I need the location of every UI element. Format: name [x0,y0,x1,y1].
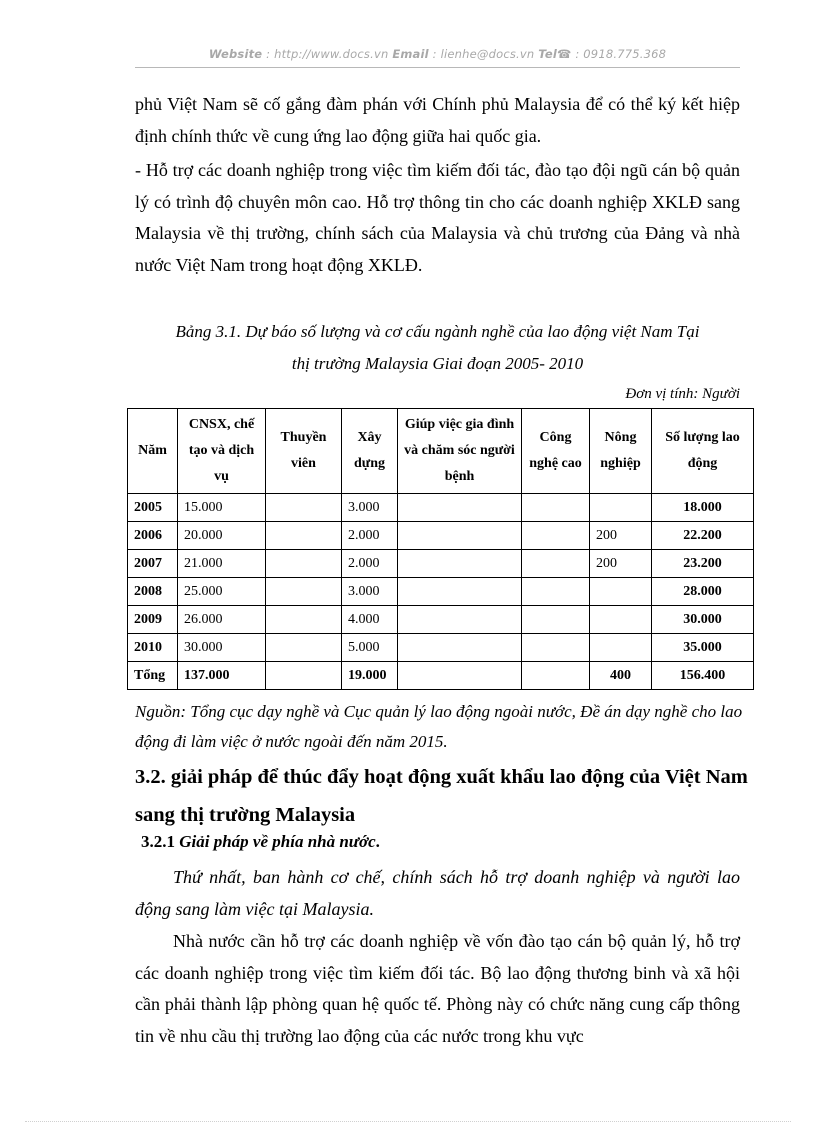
cell-high-tech [522,522,590,550]
cell-year: 2010 [128,634,178,662]
forecast-table [127,408,754,690]
header-year: Năm [128,409,178,494]
cell-agriculture [590,494,652,522]
cell-construction: 2.000 [342,522,398,550]
cell-total-label: Tổng [128,662,178,690]
paragraph-2: - Hỗ trợ các doanh nghiệp trong việc tìm kiếm đối tác, đào tạo đội ngũ cán bộ quản lý có trình độ chuyên môn cao. Hỗ trợ thông tin cho các doanh nghiệp XKLĐ sang Malaysia về thị trường, chính sách của Malaysia và chủ trương của Đảng và nhà nước Việt Nam trong hoạt động XKLĐ. [135,160,740,275]
cell-agriculture: 400 [590,662,652,690]
table-unit: Đơn vị tính: Người [625,386,740,402]
cell-total: 22.200 [652,522,754,550]
cell-domestic-care [398,522,522,550]
paragraph-italic: Thứ nhất, ban hành cơ chế, chính sách hỗ trợ doanh nghiệp và người lao động sang làm việc tại Malaysia. [135,867,740,919]
table-row [128,522,754,550]
subsection-number: 3.2.1 [141,832,180,851]
table-row [128,494,754,522]
header-construction: Xây dựng [342,409,398,494]
cell-domestic-care [398,634,522,662]
subsection-period: . [375,832,380,851]
cell-construction: 5.000 [342,634,398,662]
cell-seafarer [266,606,342,634]
section-heading: 3.2. giải pháp để thúc đẩy hoạt động xuất khẩu lao động của Việt Nam sang thị trường Malaysia [135,766,748,826]
cell-high-tech [522,550,590,578]
header-tel-label: Tel [538,47,557,61]
cell-domestic-care [398,494,522,522]
cell-construction: 19.000 [342,662,398,690]
cell-total: 23.200 [652,550,754,578]
subsection-title: Giải pháp về phía nhà nước [179,832,376,851]
cell-seafarer [266,634,342,662]
cell-agriculture: 200 [590,550,652,578]
cell-high-tech [522,606,590,634]
cell-year: 2007 [128,550,178,578]
table-row [128,634,754,662]
table-header-row [128,409,754,494]
header-domestic-care: Giúp việc gia đình và chăm sóc người bệnh [398,409,522,494]
cell-agriculture [590,578,652,606]
subsection-heading [141,832,380,852]
cell-high-tech [522,662,590,690]
cell-domestic-care [398,550,522,578]
cell-seafarer [266,662,342,690]
table-caption-line-2: thị trường Malaysia Giai đoạn 2005- 2010 [291,354,584,373]
cell-agriculture: 200 [590,522,652,550]
table-caption-line-1: Bảng 3.1. Dự báo số lượng và cơ cấu ngành nghề của lao động việt Nam Tại [175,322,700,341]
table-row [128,606,754,634]
cell-total: 30.000 [652,606,754,634]
cell-year: 2005 [128,494,178,522]
cell-construction: 4.000 [342,606,398,634]
cell-manufacturing: 21.000 [178,550,266,578]
cell-seafarer [266,578,342,606]
header-website-value: : http://www.docs.vn [262,47,393,61]
header-manufacturing: CNSX, chế tạo và dịch vụ [178,409,266,494]
cell-total: 28.000 [652,578,754,606]
cell-agriculture [590,606,652,634]
cell-seafarer [266,494,342,522]
cell-construction: 3.000 [342,578,398,606]
cell-high-tech [522,494,590,522]
cell-construction: 2.000 [342,550,398,578]
cell-high-tech [522,634,590,662]
cell-manufacturing: 25.000 [178,578,266,606]
cell-agriculture [590,634,652,662]
header-email-value: : lienhe@docs.vn [428,47,539,61]
header-website-label: Website [208,47,263,61]
header-total-workers: Số lượng lao động [652,409,754,494]
table-source-note: Nguồn: Tổng cục dạy nghề và Cục quản lý lao động ngoài nước, Đề án dạy nghề cho lao động đi làm việc ở nước ngoài đến năm 2015. [135,702,743,751]
cell-year: 2008 [128,578,178,606]
cell-seafarer [266,522,342,550]
paragraph-last: Nhà nước cần hỗ trợ các doanh nghiệp về vốn đào tạo cán bộ quản lý, hỗ trợ các doanh nghiệp trong việc tìm kiếm đối tác. Bộ lao động thương binh và xã hội cần phải thành lập phòng quan hệ quốc tế. Phòng này có chức năng cung cấp thông tin về nhu cầu thị trường lao động của các nước trong khu vực [135,931,740,1046]
cell-total: 156.400 [652,662,754,690]
table-row [128,578,754,606]
cell-domestic-care [398,662,522,690]
cell-year: 2006 [128,522,178,550]
cell-total: 35.000 [652,634,754,662]
cell-manufacturing: 26.000 [178,606,266,634]
cell-manufacturing: 20.000 [178,522,266,550]
paragraph-1: phủ Việt Nam sẽ cố gắng đàm phán với Chính phủ Malaysia để có thể ký kết hiệp định chính thức về cung ứng lao động giữa hai quốc gia. [135,94,740,146]
cell-total: 18.000 [652,494,754,522]
page-header [135,47,740,61]
header-tel-value: ☎ : 0918.775.368 [556,47,667,61]
cell-manufacturing: 137.000 [178,662,266,690]
table-row [128,550,754,578]
cell-high-tech [522,578,590,606]
cell-seafarer [266,550,342,578]
table-total-row [128,662,754,690]
header-email-label: Email [392,47,429,61]
cell-domestic-care [398,578,522,606]
header-seafarer: Thuyền viên [266,409,342,494]
footer-divider [25,1121,791,1122]
cell-domestic-care [398,606,522,634]
header-high-tech: Công nghệ cao [522,409,590,494]
cell-manufacturing: 30.000 [178,634,266,662]
header-agriculture: Nông nghiệp [590,409,652,494]
cell-construction: 3.000 [342,494,398,522]
cell-manufacturing: 15.000 [178,494,266,522]
header-divider [135,67,740,68]
cell-year: 2009 [128,606,178,634]
